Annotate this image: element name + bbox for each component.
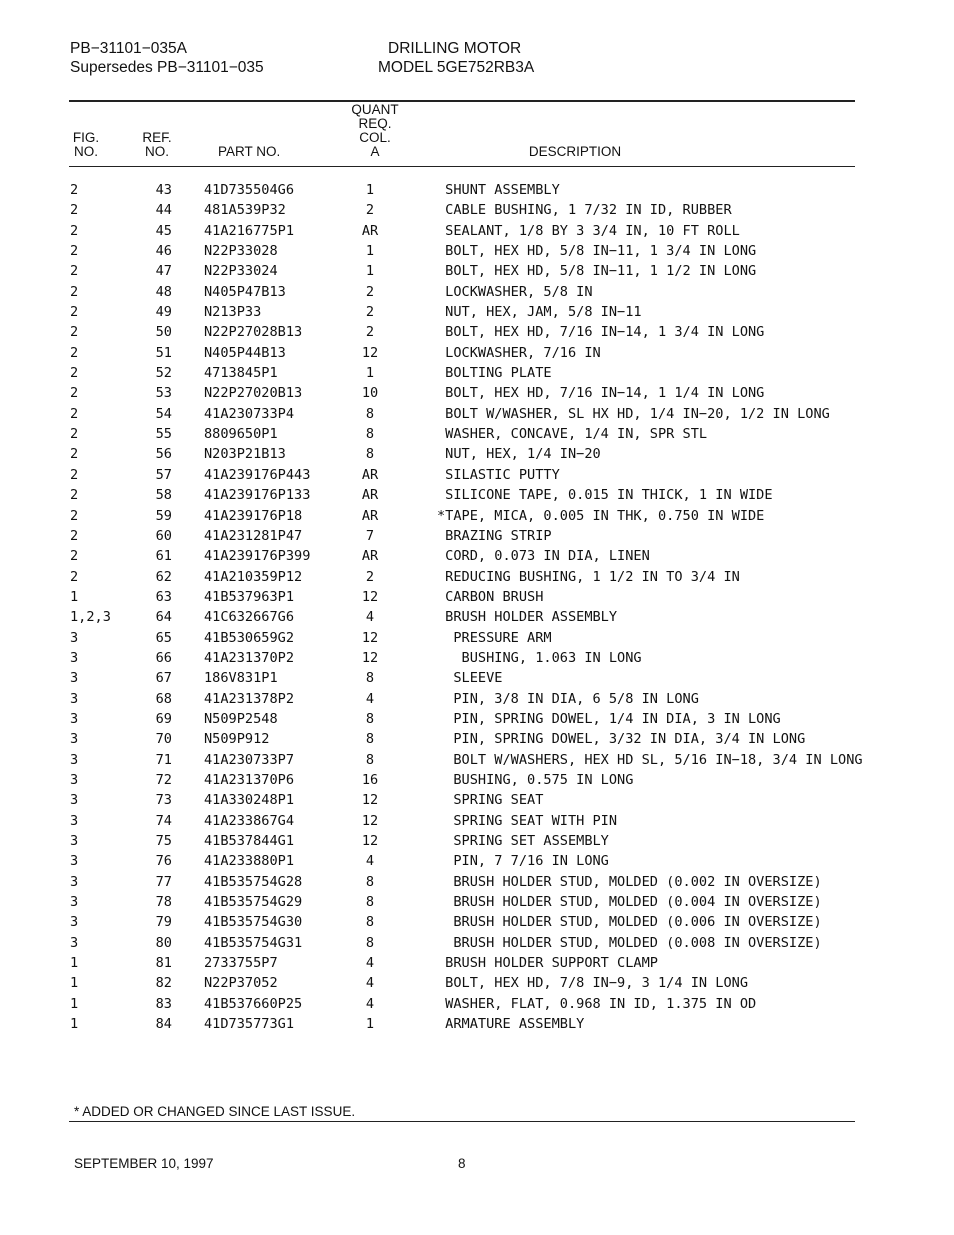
fig-number-cell: 3 <box>70 751 79 768</box>
part-number-cell: N22P37052 <box>204 975 278 992</box>
fig-number-cell: 2 <box>70 222 79 239</box>
ref-number-cell: 44 <box>155 202 172 219</box>
description-cell: BOLT W/WASHER, SL HX HD, 1/4 IN−20, 1/2 IN LONG <box>437 405 830 422</box>
part-number-cell: N203P21B13 <box>204 446 286 463</box>
description-cell: CARBON BRUSH <box>437 588 544 605</box>
description-cell: BRUSH HOLDER STUD, MOLDED (0.004 IN OVERSIZE) <box>437 894 822 911</box>
fig-number-cell: 2 <box>70 304 79 321</box>
fig-number-cell: 2 <box>70 243 79 260</box>
description-cell: NUT, HEX, 1/4 IN−20 <box>437 446 601 463</box>
part-number-cell: 41B537963P1 <box>204 588 295 605</box>
table-row <box>0 750 954 770</box>
description-cell: WASHER, FLAT, 0.968 IN ID, 1.375 IN OD <box>437 995 757 1012</box>
part-number-cell: 41A231370P6 <box>204 771 295 788</box>
fig-number-cell: 2 <box>70 283 79 300</box>
description-cell: *TAPE, MICA, 0.005 IN THK, 0.750 IN WIDE <box>437 507 765 524</box>
part-number-cell: N405P44B13 <box>204 344 286 361</box>
quantity-cell: 1 <box>365 365 375 382</box>
part-number-cell: 41A210359P12 <box>204 568 303 585</box>
table-row <box>0 221 954 241</box>
ref-number-cell: 83 <box>155 995 172 1012</box>
fig-number-cell: 3 <box>70 934 79 951</box>
table-row <box>0 912 954 932</box>
quantity-cell: 1 <box>365 243 375 260</box>
table-row <box>0 811 954 831</box>
fig-number-cell: 3 <box>70 771 79 788</box>
description-cell: REDUCING BUSHING, 1 1/2 IN TO 3/4 IN <box>437 568 740 585</box>
header-divider <box>69 100 855 102</box>
ref-number-cell: 50 <box>155 324 172 341</box>
table-row <box>0 851 954 871</box>
table-row <box>0 628 954 648</box>
quantity-cell: 8 <box>365 914 375 931</box>
quantity-cell: 12 <box>361 792 379 809</box>
description-cell: BOLT, HEX HD, 7/8 IN−9, 3 1/4 IN LONG <box>437 975 748 992</box>
table-row <box>0 444 954 464</box>
table-row <box>0 689 954 709</box>
ref-number-cell: 63 <box>155 588 172 605</box>
part-number-cell: 41B535754G28 <box>204 873 303 890</box>
part-number-cell: 41A239176P18 <box>204 507 303 524</box>
ref-number-cell: 78 <box>155 894 172 911</box>
part-number-cell: 41B535754G30 <box>204 914 303 931</box>
part-number-cell: 481A539P32 <box>204 202 286 219</box>
table-row <box>0 567 954 587</box>
description-cell: SILASTIC PUTTY <box>437 466 560 483</box>
fig-number-cell: 2 <box>70 365 79 382</box>
column-header-divider <box>69 166 855 167</box>
table-row <box>0 241 954 261</box>
ref-number-cell: 75 <box>155 833 172 849</box>
part-number-cell: 41C632667G6 <box>204 609 295 626</box>
table-row <box>0 546 954 566</box>
part-number-cell: N405P47B13 <box>204 283 286 300</box>
part-number-cell: 41A216775P1 <box>204 222 295 239</box>
description-cell: BOLT W/WASHERS, HEX HD SL, 5/16 IN−18, 3/4 IN LONG <box>437 751 863 768</box>
quantity-cell: 1 <box>365 263 375 280</box>
quantity-cell: 4 <box>365 995 375 1012</box>
table-row <box>0 1014 954 1034</box>
quantity-cell: 8 <box>365 426 375 443</box>
description-cell: BOLT, HEX HD, 7/16 IN−14, 1 3/4 IN LONG <box>437 324 765 341</box>
quantity-cell: 12 <box>361 833 379 849</box>
ref-number-cell: 52 <box>155 365 172 382</box>
fig-number-cell: 2 <box>70 466 79 483</box>
description-cell: SHUNT ASSEMBLY <box>437 182 560 198</box>
description-cell: SPRING SET ASSEMBLY <box>437 833 609 849</box>
description-cell: LOCKWASHER, 5/8 IN <box>437 283 593 300</box>
part-number-cell: 41A233867G4 <box>204 812 295 829</box>
part-number-cell: N22P33024 <box>204 263 278 280</box>
ref-number-cell: 82 <box>155 975 172 992</box>
quantity-cell: 7 <box>365 527 375 544</box>
quantity-cell: 2 <box>365 304 375 321</box>
fig-number-cell: 3 <box>70 792 79 809</box>
ref-number-cell: 57 <box>155 466 172 483</box>
quantity-cell: 8 <box>365 934 375 951</box>
part-number-cell: N22P27028B13 <box>204 324 303 341</box>
quantity-cell: 8 <box>365 670 375 687</box>
quantity-cell: 8 <box>365 751 375 768</box>
part-number-cell: 41A230733P7 <box>204 751 295 768</box>
column-header-ref: REF. NO. <box>142 130 172 159</box>
ref-number-cell: 84 <box>155 1016 172 1033</box>
quantity-cell: AR <box>361 222 379 239</box>
ref-number-cell: 77 <box>155 873 172 890</box>
ref-number-cell: 61 <box>155 548 172 565</box>
quantity-cell: 12 <box>361 344 379 361</box>
description-cell: BUSHING, 1.063 IN LONG <box>437 649 642 666</box>
part-number-cell: N22P27020B13 <box>204 385 303 402</box>
quantity-cell: 1 <box>365 182 375 198</box>
quantity-cell: 4 <box>365 853 375 870</box>
table-row <box>0 973 954 993</box>
quantity-cell: 8 <box>365 731 375 748</box>
quantity-cell: 4 <box>365 690 375 707</box>
fig-number-cell: 2 <box>70 385 79 402</box>
fig-number-cell: 3 <box>70 812 79 829</box>
part-number-cell: 41A231378P2 <box>204 690 295 707</box>
column-header-description: DESCRIPTION <box>528 144 622 159</box>
part-number-cell: 41A239176P133 <box>204 487 311 504</box>
column-header-part-no: PART NO. <box>218 144 281 159</box>
fig-number-cell: 1,2,3 <box>70 609 111 626</box>
quantity-cell: 12 <box>361 649 379 666</box>
ref-number-cell: 64 <box>155 609 172 626</box>
table-row <box>0 302 954 322</box>
fig-number-cell: 2 <box>70 405 79 422</box>
table-row <box>0 770 954 790</box>
ref-number-cell: 81 <box>155 955 172 972</box>
footer-divider <box>69 1121 855 1122</box>
table-row <box>0 506 954 526</box>
part-number-cell: 41B537660P25 <box>204 995 303 1012</box>
fig-number-cell: 2 <box>70 182 79 198</box>
parts-table <box>0 180 954 1034</box>
part-number-cell: N213P33 <box>204 304 262 321</box>
fig-number-cell: 2 <box>70 507 79 524</box>
fig-number-cell: 1 <box>70 1016 79 1033</box>
column-header-quantity: QUANT REQ. COL. A <box>351 102 399 159</box>
fig-number-cell: 3 <box>70 690 79 707</box>
ref-number-cell: 46 <box>155 243 172 260</box>
fig-number-cell: 3 <box>70 670 79 687</box>
table-row <box>0 994 954 1014</box>
footer-date: SEPTEMBER 10, 1997 <box>74 1156 214 1171</box>
fig-number-cell: 2 <box>70 548 79 565</box>
table-row <box>0 953 954 973</box>
quantity-cell: 16 <box>361 771 379 788</box>
title-line-2: MODEL 5GE752RB3A <box>378 59 535 76</box>
part-number-cell: 41B537844G1 <box>204 833 295 849</box>
description-cell: SEALANT, 1/8 BY 3 3/4 IN, 10 FT ROLL <box>437 222 740 239</box>
document-header-title <box>378 39 534 77</box>
fig-number-cell: 3 <box>70 853 79 870</box>
description-cell: LOCKWASHER, 7/16 IN <box>437 344 601 361</box>
table-row <box>0 668 954 688</box>
ref-number-cell: 62 <box>155 568 172 585</box>
quantity-cell: 8 <box>365 710 375 727</box>
ref-number-cell: 48 <box>155 283 172 300</box>
fig-number-cell: 3 <box>70 710 79 727</box>
ref-number-cell: 70 <box>155 731 172 748</box>
description-cell: CABLE BUSHING, 1 7/32 IN ID, RUBBER <box>437 202 732 219</box>
fig-number-cell: 2 <box>70 446 79 463</box>
quantity-cell: 4 <box>365 955 375 972</box>
ref-number-cell: 65 <box>155 629 172 646</box>
table-row <box>0 200 954 220</box>
ref-number-cell: 53 <box>155 385 172 402</box>
quantity-cell: 8 <box>365 405 375 422</box>
description-cell: SLEEVE <box>437 670 503 687</box>
title-line-1: DRILLING MOTOR <box>388 40 522 57</box>
ref-number-cell: 69 <box>155 710 172 727</box>
ref-number-cell: 45 <box>155 222 172 239</box>
ref-number-cell: 67 <box>155 670 172 687</box>
table-row <box>0 587 954 607</box>
table-row <box>0 607 954 627</box>
part-number-cell: 41B530659G2 <box>204 629 295 646</box>
fig-number-cell: 2 <box>70 568 79 585</box>
page-number: 8 <box>458 1156 466 1171</box>
description-cell: BUSHING, 0.575 IN LONG <box>437 771 634 788</box>
description-cell: BRUSH HOLDER STUD, MOLDED (0.002 IN OVERSIZE) <box>437 873 822 890</box>
part-number-cell: N509P2548 <box>204 710 278 727</box>
fig-number-cell: 3 <box>70 731 79 748</box>
table-row <box>0 526 954 546</box>
description-cell: BOLTING PLATE <box>437 365 552 382</box>
table-row <box>0 322 954 342</box>
ref-number-cell: 49 <box>155 304 172 321</box>
part-number-cell: N509P912 <box>204 731 270 748</box>
description-cell: PIN, SPRING DOWEL, 1/4 IN DIA, 3 IN LONG <box>437 710 781 727</box>
description-cell: PIN, 7 7/16 IN LONG <box>437 853 609 870</box>
ref-number-cell: 80 <box>155 934 172 951</box>
part-number-cell: 41A330248P1 <box>204 792 295 809</box>
description-cell: PIN, 3/8 IN DIA, 6 5/8 IN LONG <box>437 690 699 707</box>
quantity-cell: 2 <box>365 283 375 300</box>
ref-number-cell: 43 <box>155 182 172 198</box>
quantity-cell: 8 <box>365 446 375 463</box>
table-row <box>0 363 954 383</box>
quantity-cell: AR <box>361 507 379 524</box>
table-row <box>0 790 954 810</box>
part-number-cell: 41A233880P1 <box>204 853 295 870</box>
description-cell: BOLT, HEX HD, 7/16 IN−14, 1 1/4 IN LONG <box>437 385 765 402</box>
quantity-cell: 12 <box>361 629 379 646</box>
fig-number-cell: 1 <box>70 975 79 992</box>
table-row <box>0 282 954 302</box>
ref-number-cell: 76 <box>155 853 172 870</box>
fig-number-cell: 3 <box>70 833 79 849</box>
ref-number-cell: 59 <box>155 507 172 524</box>
ref-number-cell: 71 <box>155 751 172 768</box>
table-row <box>0 180 954 200</box>
quantity-cell: 10 <box>361 385 379 402</box>
fig-number-cell: 3 <box>70 914 79 931</box>
fig-number-cell: 2 <box>70 527 79 544</box>
table-row <box>0 465 954 485</box>
ref-number-cell: 51 <box>155 344 172 361</box>
table-row <box>0 485 954 505</box>
table-row <box>0 343 954 363</box>
part-number-cell: 41D735504G6 <box>204 182 295 198</box>
description-cell: BOLT, HEX HD, 5/8 IN−11, 1 3/4 IN LONG <box>437 243 757 260</box>
quantity-cell: AR <box>361 466 379 483</box>
quantity-cell: 4 <box>365 975 375 992</box>
ref-number-cell: 66 <box>155 649 172 666</box>
quantity-cell: 12 <box>361 588 379 605</box>
ref-number-cell: 74 <box>155 812 172 829</box>
quantity-cell: 2 <box>365 324 375 341</box>
part-number-cell: 41A231281P47 <box>204 527 303 544</box>
table-row <box>0 424 954 444</box>
part-number-cell: 186V831P1 <box>204 670 278 687</box>
description-cell: CORD, 0.073 IN DIA, LINEN <box>437 548 650 565</box>
fig-number-cell: 2 <box>70 426 79 443</box>
fig-number-cell: 1 <box>70 588 79 605</box>
fig-number-cell: 1 <box>70 955 79 972</box>
ref-number-cell: 54 <box>155 405 172 422</box>
description-cell: BRUSH HOLDER SUPPORT CLAMP <box>437 955 658 972</box>
fig-number-cell: 2 <box>70 324 79 341</box>
description-cell: SPRING SEAT WITH PIN <box>437 812 618 829</box>
part-number-cell: 41B535754G29 <box>204 894 303 911</box>
part-number-cell: 8809650P1 <box>204 426 278 443</box>
description-cell: BRUSH HOLDER STUD, MOLDED (0.006 IN OVERSIZE) <box>437 914 822 931</box>
quantity-cell: AR <box>361 548 379 565</box>
quantity-cell: 8 <box>365 894 375 911</box>
part-number-cell: 41A239176P443 <box>204 466 311 483</box>
ref-number-cell: 58 <box>155 487 172 504</box>
ref-number-cell: 79 <box>155 914 172 931</box>
footnote: * ADDED OR CHANGED SINCE LAST ISSUE. <box>74 1104 356 1119</box>
part-number-cell: N22P33028 <box>204 243 278 260</box>
description-cell: BRUSH HOLDER ASSEMBLY <box>437 609 618 626</box>
fig-number-cell: 2 <box>70 487 79 504</box>
fig-number-cell: 3 <box>70 894 79 911</box>
fig-number-cell: 3 <box>70 629 79 646</box>
ref-number-cell: 47 <box>155 263 172 280</box>
table-row <box>0 404 954 424</box>
ref-number-cell: 68 <box>155 690 172 707</box>
table-row <box>0 892 954 912</box>
quantity-cell: AR <box>361 487 379 504</box>
part-number-cell: 41A231370P2 <box>204 649 295 666</box>
table-row <box>0 648 954 668</box>
quantity-cell: 2 <box>365 202 375 219</box>
table-row <box>0 261 954 281</box>
ref-number-cell: 72 <box>155 771 172 788</box>
ref-number-cell: 73 <box>155 792 172 809</box>
description-cell: SPRING SEAT <box>437 792 544 809</box>
quantity-cell: 2 <box>365 568 375 585</box>
description-cell: SILICONE TAPE, 0.015 IN THICK, 1 IN WIDE <box>437 487 773 504</box>
part-number-cell: 2733755P7 <box>204 955 278 972</box>
document-number: PB−31101−035A <box>70 40 187 57</box>
part-number-cell: 4713845P1 <box>204 365 278 382</box>
table-row <box>0 831 954 851</box>
fig-number-cell: 1 <box>70 995 79 1012</box>
table-row <box>0 709 954 729</box>
part-number-cell: 41B535754G31 <box>204 934 303 951</box>
fig-number-cell: 3 <box>70 649 79 666</box>
ref-number-cell: 56 <box>155 446 172 463</box>
supersedes-note: Supersedes PB−31101−035 <box>70 59 264 76</box>
ref-number-cell: 55 <box>155 426 172 443</box>
fig-number-cell: 2 <box>70 202 79 219</box>
part-number-cell: 41A230733P4 <box>204 405 295 422</box>
column-header-fig: FIG. NO. <box>72 130 100 159</box>
fig-number-cell: 3 <box>70 873 79 890</box>
description-cell: NUT, HEX, JAM, 5/8 IN−11 <box>437 304 642 321</box>
quantity-cell: 4 <box>365 609 375 626</box>
part-number-cell: 41D735773G1 <box>204 1016 295 1033</box>
ref-number-cell: 60 <box>155 527 172 544</box>
table-row <box>0 872 954 892</box>
quantity-cell: 8 <box>365 873 375 890</box>
fig-number-cell: 2 <box>70 344 79 361</box>
part-number-cell: 41A239176P399 <box>204 548 311 565</box>
description-cell: BRAZING STRIP <box>437 527 552 544</box>
table-row <box>0 383 954 403</box>
description-cell: BOLT, HEX HD, 5/8 IN−11, 1 1/2 IN LONG <box>437 263 757 280</box>
table-row <box>0 933 954 953</box>
description-cell: PIN, SPRING DOWEL, 3/32 IN DIA, 3/4 IN LONG <box>437 731 806 748</box>
document-header-left <box>70 39 264 77</box>
quantity-cell: 12 <box>361 812 379 829</box>
quantity-cell: 1 <box>365 1016 375 1033</box>
description-cell: PRESSURE ARM <box>437 629 552 646</box>
table-row <box>0 729 954 749</box>
description-cell: BRUSH HOLDER STUD, MOLDED (0.008 IN OVERSIZE) <box>437 934 822 951</box>
fig-number-cell: 2 <box>70 263 79 280</box>
description-cell: ARMATURE ASSEMBLY <box>437 1016 585 1033</box>
description-cell: WASHER, CONCAVE, 1/4 IN, SPR STL <box>437 426 708 443</box>
